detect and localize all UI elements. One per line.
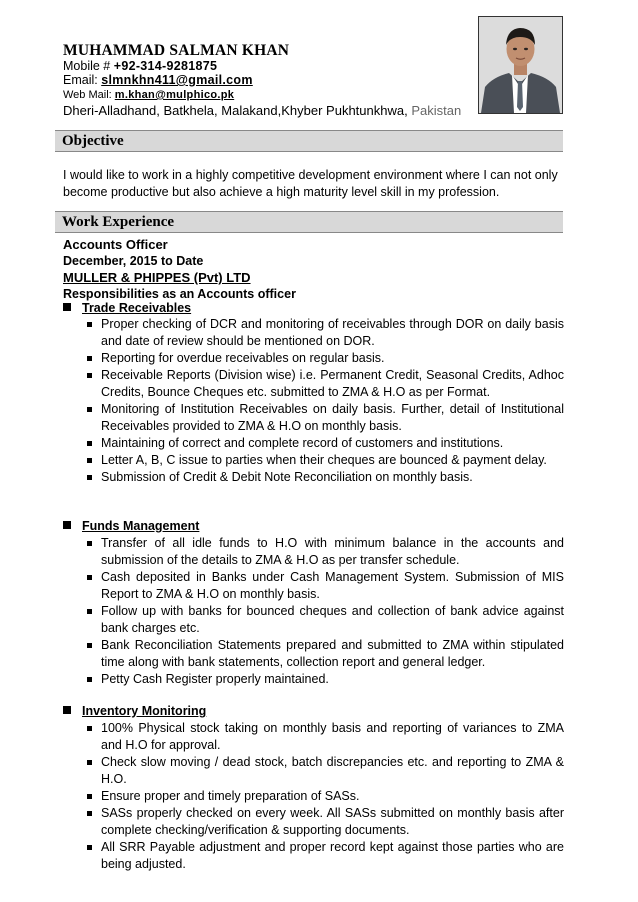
- list-item-text: All SRR Payable adjustment and proper record kept against those parties who are being adjusted.: [101, 840, 564, 871]
- category-label: Inventory Monitoring: [82, 704, 207, 718]
- bullet-icon: [87, 726, 92, 731]
- list-item: [84, 316, 564, 350]
- company-name: MULLER & PHIPPES (Pvt) LTD: [63, 270, 251, 285]
- list-item-text: Reporting for overdue receivables on regular basis.: [101, 351, 385, 365]
- list-item-text: Follow up with banks for bounced cheques and collection of bank advice against bank charges etc.: [101, 604, 564, 635]
- bullet-icon: [87, 760, 92, 765]
- list-item: [84, 603, 564, 637]
- bullet-icon: [87, 373, 92, 378]
- funds-management-category: [63, 519, 199, 533]
- list-item: [84, 401, 564, 435]
- list-item-text: Maintaining of correct and complete record of customers and institutions.: [101, 436, 504, 450]
- list-item: [84, 805, 564, 839]
- list-item: [84, 671, 564, 688]
- bullet-icon: [87, 845, 92, 850]
- category-label: Trade Receivables: [82, 301, 192, 315]
- list-item-text: Check slow moving / dead stock, batch discrepancies etc. and reporting to ZMA & H.O.: [101, 755, 564, 786]
- bullet-icon: [87, 407, 92, 412]
- square-bullet-icon: [63, 303, 71, 311]
- list-item: [84, 469, 564, 486]
- bullet-icon: [87, 441, 92, 446]
- list-item-text: Cash deposited in Banks under Cash Management System. Submission of MIS Report to ZMA & H.O on monthly basis.: [101, 570, 564, 601]
- bullet-icon: [87, 575, 92, 580]
- list-item-text: Letter A, B, C issue to parties when their cheques are bounced & payment delay.: [101, 453, 547, 467]
- bullet-icon: [87, 609, 92, 614]
- list-item-text: Receivable Reports (Division wise) i.e. Permanent Credit, Seasonal Credits, Adhoc Credits, Bounce Cheques etc. submitted to ZMA & H.O as per Format.: [101, 368, 564, 399]
- list-item: [84, 452, 564, 469]
- country-text: Pakistan: [411, 103, 462, 118]
- inventory-monitoring-list: [84, 720, 564, 873]
- funds-management-list: [84, 535, 564, 688]
- objective-section-header: [55, 130, 563, 152]
- bullet-icon: [87, 643, 92, 648]
- candidate-name: MUHAMMAD SALMAN KHAN: [63, 42, 290, 59]
- objective-text: I would like to work in a highly competitive development environment where I can not only become productive but also achieve a high maturity level skill in my profession.: [63, 168, 558, 199]
- mobile-line: [63, 59, 217, 73]
- email-line: [63, 73, 253, 87]
- trade-receivables-category: [63, 301, 191, 315]
- list-item: [84, 535, 564, 569]
- bullet-icon: [87, 677, 92, 682]
- profile-photo: [478, 16, 563, 114]
- work-experience-heading: Work Experience: [62, 214, 175, 230]
- bullet-icon: [87, 322, 92, 327]
- list-item: [84, 720, 564, 754]
- list-item-text: Ensure proper and timely preparation of SASs.: [101, 789, 360, 803]
- webmail-line: [63, 89, 234, 101]
- job-dates: December, 2015 to Date: [63, 254, 204, 268]
- list-item-text: SASs properly checked on every week. All SASs submitted on monthly basis after complete checking/verification & supporting documents.: [101, 806, 564, 837]
- responsibilities-heading: Responsibilities as an Accounts officer: [63, 287, 296, 301]
- list-item: [84, 788, 564, 805]
- bullet-icon: [87, 475, 92, 480]
- work-experience-section-header: [55, 211, 563, 233]
- inventory-monitoring-category: [63, 704, 206, 718]
- square-bullet-icon: [63, 521, 71, 529]
- category-label: Funds Management: [82, 519, 200, 533]
- square-bullet-icon: [63, 706, 71, 714]
- webmail-label: Web Mail:: [63, 89, 115, 101]
- trade-receivables-list: [84, 316, 564, 486]
- list-item-text: 100% Physical stock taking on monthly basis and reporting of variances to ZMA and H.O for approval.: [101, 721, 564, 752]
- address-text: Dheri-Alladhand, Batkhela, Malakand,Khyber Pukhtunkhwa,: [63, 103, 408, 118]
- address-line: [63, 103, 461, 118]
- objective-heading: Objective: [62, 133, 124, 149]
- list-item: [84, 350, 564, 367]
- email-link[interactable]: slmnkhn411@gmail.com: [101, 73, 253, 87]
- email-label: Email:: [63, 73, 102, 87]
- list-item: [84, 754, 564, 788]
- bullet-icon: [87, 794, 92, 799]
- list-item-text: Transfer of all idle funds to H.O with minimum balance in the accounts and submission of the details to ZMA & H.O as per transfer schedule.: [101, 536, 564, 567]
- bullet-icon: [87, 541, 92, 546]
- bullet-icon: [87, 458, 92, 463]
- list-item: [84, 367, 564, 401]
- mobile-label: Mobile #: [63, 59, 114, 73]
- list-item-text: Bank Reconciliation Statements prepared and submitted to ZMA within stipulated time along with bank statements, collection report and general ledger.: [101, 638, 564, 669]
- list-item-text: Monitoring of Institution Receivables on daily basis. Further, detail of Institutional Receivables provided to ZMA & H.O on monthly basis.: [101, 402, 564, 433]
- list-item: [84, 569, 564, 603]
- list-item: [84, 435, 564, 452]
- webmail-link[interactable]: m.khan@mulphico.pk: [114, 89, 235, 101]
- list-item-text: Proper checking of DCR and monitoring of receivables through DOR on daily basis and date of review should be mentioned on DOR.: [101, 317, 564, 348]
- bullet-icon: [87, 356, 92, 361]
- job-title: Accounts Officer: [63, 237, 168, 252]
- list-item-text: Petty Cash Register properly maintained.: [101, 672, 329, 686]
- list-item-text: Submission of Credit & Debit Note Reconciliation on monthly basis.: [101, 470, 473, 484]
- profile-photo-illustration: [479, 17, 562, 113]
- bullet-icon: [87, 811, 92, 816]
- list-item: [84, 839, 564, 873]
- list-item: [84, 637, 564, 671]
- mobile-number: +92-314-9281875: [113, 59, 218, 73]
